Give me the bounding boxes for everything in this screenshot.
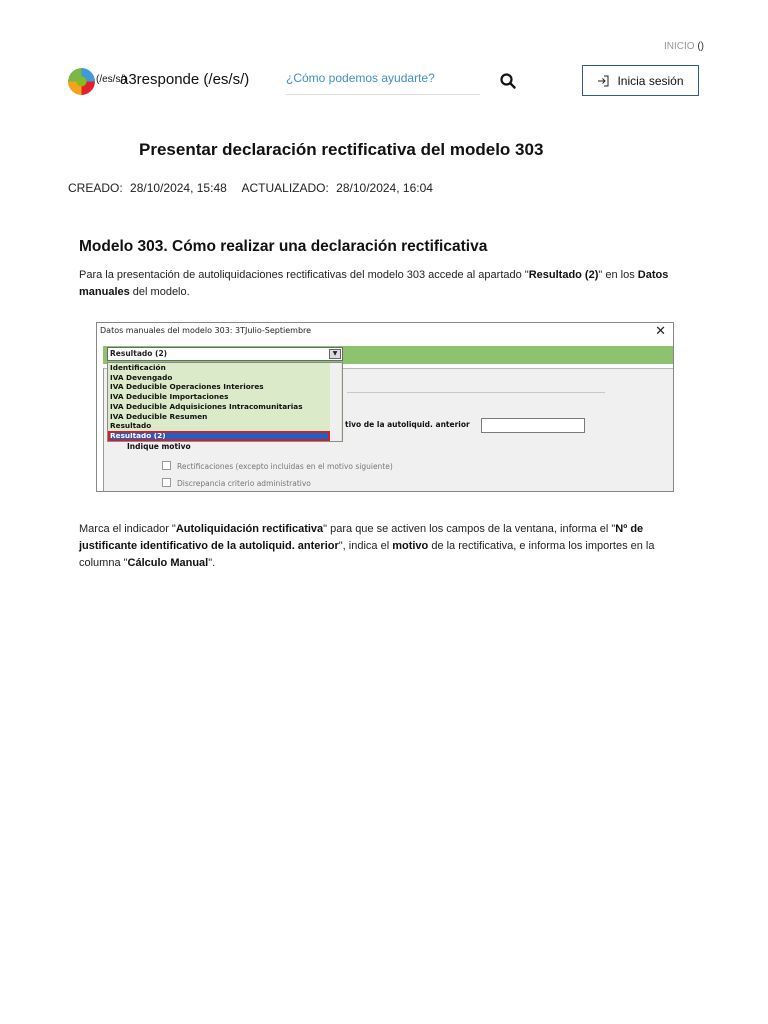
dropdown-option: IVA Deducible Importaciones <box>110 392 229 402</box>
dropdown-option: IVA Deducible Adquisiciones Intracomunitarias <box>110 401 303 411</box>
checkbox-discrepancia: Discrepancia criterio administrativo <box>162 478 311 488</box>
breadcrumb <box>664 41 704 52</box>
checkbox-rectificaciones: Rectificaciones (excepto incluidas en el motivo siguiente) <box>162 461 393 471</box>
updated-label: ACTUALIZADO: <box>241 181 329 195</box>
dropdown-option-selected: Resultado (2) <box>108 431 330 441</box>
embedded-screenshot <box>96 322 674 492</box>
article-meta <box>68 181 437 195</box>
created-value: 28/10/2024, 15:48 <box>130 181 227 195</box>
combo-value: Resultado (2) <box>110 349 168 358</box>
breadcrumb-paren: () <box>697 41 704 52</box>
search-icon[interactable] <box>500 73 518 91</box>
divider <box>347 392 605 393</box>
logo-alt-text[interactable]: (/es/s/) <box>96 74 127 85</box>
justificante-field <box>481 418 585 433</box>
dropdown-option: IVA Deducible Resumen <box>110 411 208 421</box>
logo-icon[interactable] <box>68 68 95 95</box>
paragraph-instructions: Marca el indicador "Autoliquidación rectificativa" para que se activen los campos de la ventana, informa el "Nº de justificante identificativo de la autoliquid. anterior", indica el motivo de la rectificativa, e informa los importes en la columna "Cálculo Manual". <box>79 523 655 569</box>
search-placeholder: ¿Cómo podemos ayudarte? <box>286 71 435 85</box>
page-title: Presentar declaración rectificativa del modelo 303 <box>139 140 544 159</box>
panel-border <box>103 368 104 492</box>
search-input[interactable] <box>286 70 480 95</box>
dropdown-scrollbar <box>330 363 341 441</box>
sign-in-icon <box>597 75 609 87</box>
motivo-label: Indique motivo <box>127 442 191 451</box>
paragraph-intro: Para la presentación de autoliquidaciones rectificativas del modelo 303 accede al apartado "Resultado (2)" en los Datos manuales del modelo. <box>79 269 669 298</box>
section-title: Modelo 303. Cómo realizar una declaración rectificativa <box>79 238 488 255</box>
dropdown-option: IVA Devengado <box>110 372 173 382</box>
login-button[interactable] <box>582 65 699 96</box>
section-dropdown <box>107 362 343 442</box>
created-label: CREADO: <box>68 181 123 195</box>
section-combo <box>107 347 343 361</box>
login-label: Inicia sesión <box>617 73 684 88</box>
dropdown-option: Identificación <box>110 363 166 372</box>
close-icon: ✕ <box>655 324 666 339</box>
dropdown-option: IVA Deducible Operaciones Interiores <box>110 382 264 392</box>
chevron-down-icon: ▼ <box>329 349 341 359</box>
brand-link[interactable]: a3responde (/es/s/) <box>120 71 250 88</box>
window-title: Datos manuales del modelo 303: 3TJulio-Septiembre <box>100 326 312 335</box>
inicio-link[interactable]: INICIO <box>663 41 695 52</box>
updated-value: 28/10/2024, 16:04 <box>336 181 433 195</box>
justificante-label: tivo de la autoliquid. anterior <box>345 420 470 429</box>
dropdown-option: Resultado <box>110 421 152 431</box>
